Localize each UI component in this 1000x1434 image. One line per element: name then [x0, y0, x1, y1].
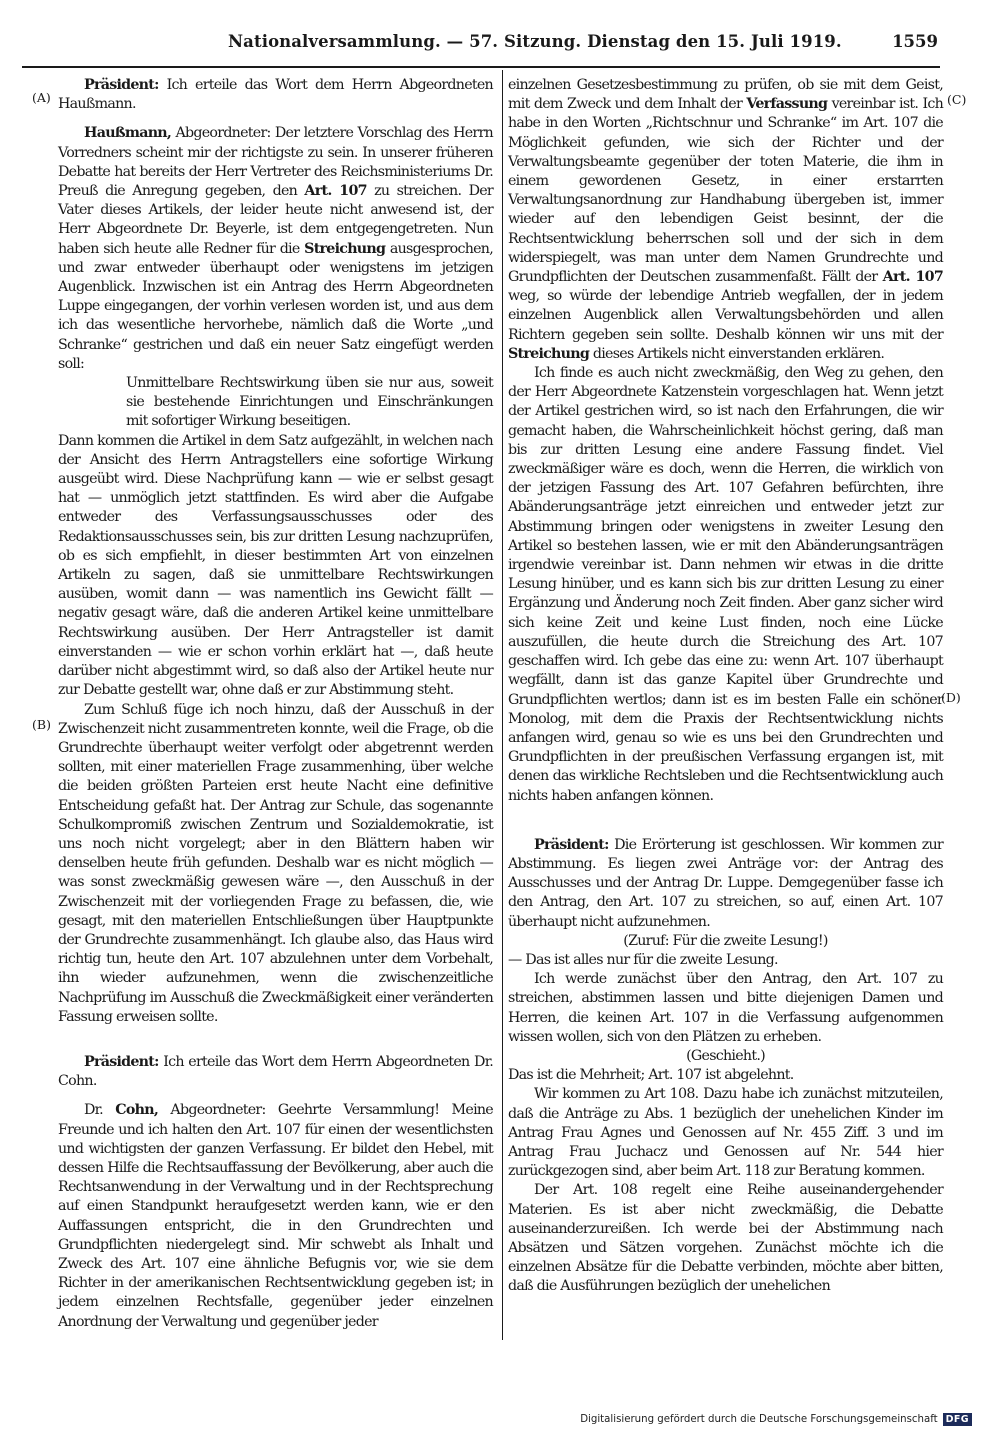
- page-number: 1559: [892, 32, 938, 51]
- article-reference: Art. 107: [304, 183, 367, 200]
- paragraph: Das ist die Mehrheit; Art. 107 ist abgelehnt.: [508, 1067, 794, 1084]
- paragraph: Zum Schluß füge ich noch hinzu, daß der Ausschuß in der Zwischenzeit nicht zusammentreten konnte, weil die Frage, ob die Grundrechte überhaupt weiter verfolgt oder abgetrennt werden sollten, mit einer materiellen Frage zusammenhing, über welche die beiden größten Parteien erst heute Nacht eine definitive Entscheidung gefaßt hat. Der Antrag zur Schule, das sogenannte Schulkompromiß zwischen Zentrum und Sozialdemokratie, ist uns noch nicht vorgelegt; aber in den Blättern haben wir denselben heute früh gefunden. Deshalb war es nicht möglich — was sonst zweckmäßig gewesen wäre —, den Ausschuß in der Zwischenzeit mit der vorliegenden Frage zu befassen, die, wie gesagt, mit den materiellen Entschließungen über Hauptpunkte der Grundrechte zusammenhängt. Ich glaube also, das Haus wird richtig tun, heute den Art. 107 abzulehnen unter dem Vorbehalt, ihn wieder aufzunehmen, wenn die zwischenzeitliche Nachprüfung im Ausschuß die Zweckmäßigkeit einer veränderten Fassung erweisen sollte.: [58, 701, 493, 1025]
- paragraph: Präsident: Ich erteile das Wort dem Herrn Abgeordneten Dr. Cohn.: [58, 1053, 493, 1090]
- right-column: [508, 76, 943, 1297]
- speaker-name: Cohn,: [115, 1102, 159, 1119]
- header-title: Nationalversammlung. — 57. Sitzung. Dienstag den 15. Juli 1919.: [228, 32, 842, 51]
- emphasis: Streichung: [508, 345, 590, 362]
- speaker-name: Haußmann,: [84, 125, 172, 142]
- paragraph: Wir kommen zu Art 108. Dazu habe ich zunächst mitzuteilen, daß die Anträge zu Abs. 1 bezüglich der unehelichen Kinder im Antrag Frau Agnes und Genossen auf Nr. 455 Ziff. 3 und im Antrag Frau Juchacz und Genossen auf Nr. 544 hier zurückgezogen sind, aber beim Art. 118 zur Beratung kommen.: [508, 1086, 943, 1180]
- paragraph: Dann kommen die Artikel in dem Satz aufgezählt, in welchen nach der Ansicht des Herrn Antragstellers eine sofortige Wirkung ausgeübt wird. Diese Nachprüfung kann — wie er selbst gesagt hat — unmöglich jetzt stattfinden. Es wird aber die Aufgabe entweder des Verfassungsausschusses oder des Redaktionsausschusses sein, bis zur dritten Lesung nachzuprüfen, ob es sich empfiehlt, in dieser bestimmten Art von einzelnen Artikeln zu sagen, daß sie unmittelbare Rechtswirkungen ausüben, womit dann — was namentlich ins Gewicht fällt — negativ gesagt wäre, daß die anderen Artikel keine unmittelbare Rechtswirkung ausüben. Der Herr Antragsteller ist damit einverstanden — wie er schon vorhin erklärt hat —, daß heute darüber nicht abgestimmt wird, so daß also der Artikel heute nur zur Debatte gestellt war, ohne daß er zur Abstimmung steht.: [58, 432, 493, 699]
- speaker-name: Präsident:: [84, 1053, 159, 1070]
- margin-marker-b: (B): [32, 717, 51, 732]
- footer-credit: [580, 1413, 972, 1426]
- paragraph: Haußmann, Abgeordneter: Der letztere Vorschlag des Herrn Vorredners scheint mir der richtigste zu sein. In unserer früheren Debatte hat bereits der Herr Vertreter des Reichsministeriums Dr. Preuß die Anregung gegeben, den Art. 107 zu streichen. Der Vater dieses Artikels, der leider heute nicht anwesend ist, der Herr Abgeordnete Dr. Beyerle, ist dem entgegengetreten. Nun haben sich heute alle Redner für die Streichung ausgesprochen, und zwar entweder überhaupt oder wenigstens im jetzigen Augenblick. Inzwischen ist ein Antrag des Herrn Abgeordneten Luppe eingegangen, der vorhin verlesen worden ist, und aus dem ich das wesentliche hervorhebe, nämlich daß die Worte „und Schranke“ gestrichen und daß ein neuer Satz eingefügt werden soll:: [58, 125, 494, 372]
- paragraph: Präsident: Ich erteile das Wort dem Herrn Abgeordneten Haußmann.: [58, 77, 493, 113]
- margin-marker-a: (A): [32, 90, 51, 105]
- speaker-name: Präsident:: [84, 77, 159, 93]
- paragraph: Präsident: Die Erörterung ist geschlossen. Wir kommen zur Abstimmung. Es liegen zwei Anträge vor: der Antrag des Ausschusses und der Antrag Dr. Luppe. Demgegenüber fasse ich den Antrag, den Art. 107 zu streichen, so auf, einen Art. 107 überhaupt nicht aufzunehmen.: [508, 836, 943, 930]
- header-rule: [22, 66, 940, 68]
- paragraph: Der Art. 108 regelt eine Reihe auseinandergehender Materien. Es ist aber nicht zweckmäßig, die Debatte auseinanderzureißen. Ich werde bei der Abstimmung nach Absätzen und Sätzen vorgehen. Zunächst möchte ich die einzelnen Absätze für die Debatte verbinden, möchte aber bitten, daß die Ausführungen bezüglich der unehelichen: [508, 1182, 943, 1295]
- paragraph: Dr. Cohn, Abgeordneter: Geehrte Versammlung! Meine Freunde und ich halten den Art. 107 für einen der wesentlichsten und wichtigsten der ganzen Verfassung. Er bildet den Hebel, mit dessen Hilfe die Rechtsauffassung der Bevölkerung, aber auch die Rechtsanwendung in der Verwaltung und in der Rechtsprechung auf einen Standpunkt heraufgesetzt werden kann, wie er den Auffassungen entspricht, die in den Grundrechten und Grundpflichten niedergelegt sind. Mir schwebt als Inhalt und Zweck des Art. 107 eine ähnliche Befugnis vor, wie sie dem Richter in der amerikanischen Rechtsentwicklung gegeben ist; in jedem einzelnen Rechtsfalle, gegenüber jeder einzelnen Anordnung der Verwaltung und gegenüber jeder: [58, 1102, 493, 1330]
- margin-marker-c: (C): [947, 92, 967, 107]
- interjection: (Zuruf: Für die zweite Lesung!): [623, 932, 828, 949]
- column-divider: [502, 70, 503, 1340]
- stage-direction: (Geschieht.): [686, 1047, 765, 1064]
- paragraph: Ich werde zunächst über den Antrag, den Art. 107 zu streichen, abstimmen lassen und bitte diejenigen Damen und Herren, die keinen Art. 107 in die Verfassung aufgenommen wissen wollen, sich von den Plätzen zu erheben.: [508, 971, 943, 1045]
- emphasis: Verfassung: [746, 96, 828, 113]
- article-reference: Art. 107: [882, 269, 943, 286]
- margin-marker-d: (D): [941, 690, 961, 705]
- paragraph: Ich finde es auch nicht zweckmäßig, den Weg zu gehen, den der Herr Abgeordnete Katzenstein vorgeschlagen hat. Wenn jetzt der Artikel gestrichen wird, so ist nach den Erfahrungen, die wir gemacht haben, die Wahrscheinlichkeit höchst gering, daß man bis zur dritten Lesung eine andere Fassung findet. Viel zweckmäßiger wäre es doch, wenn die Herren, die wirklich von der jetzigen Fassung des Art. 107 Gefahren befürchten, ihre Abänderungsanträge jetzt einreichen und entweder jetzt zur Abstimmung bringen oder wenigstens in zweiter Lesung den Artikel so bestehen lassen, wie er mit den Abänderungsanträgen irgendwie vereinbar ist. Dann nehmen wir etwas in die dritte Lesung hinüber, und es kann sich bis zur dritten Lesung zu einer Ergänzung und Änderung noch Zeit finden. Aber ganz sicher wird sich keine Zeit und keine Lust finden, noch eine Lücke auszufüllen, die heute durch die Streichung des Art. 107 geschaffen wird. Ich gebe das eine zu: wenn Art. 107 überhaupt wegfällt, dann ist das ganze Kapitel über Grundrechte und Grundpflichten wertlos; dann ist es im besten Falle ein schöner Monolog, mit dem die Praxis der Rechtsentwicklung nichts anfangen wird, genau so wie es uns bei den Grundrechten und Grundpflichten in der preußischen Verfassung ergangen ist, mit denen das wirkliche Rechtsleben und die Rechtsentwicklung auch nichts haben anfangen können.: [508, 365, 943, 804]
- quoted-proposal: Unmittelbare Rechtswirkung üben sie nur aus, soweit sie bestehende Einrichtungen und Einschränkungen mit sofortiger Wirkung beseitigen.: [126, 375, 493, 430]
- speaker-name: Präsident:: [534, 836, 609, 853]
- paragraph: — Das ist alles nur für die zweite Lesung.: [508, 951, 778, 968]
- emphasis: Streichung: [304, 240, 386, 257]
- left-column: [58, 76, 493, 1332]
- paragraph: einzelnen Gesetzesbestimmung zu prüfen, ob sie mit dem Geist, mit dem Zweck und dem Inhalt der Verfassung vereinbar ist. Ich habe in den Worten „Richtschnur und Schranke“ im Art. 107 die Möglichkeit gefunden, wie sich der Richter und der Verwaltungsbeamte gegenüber der toten Materie, die ihm in einem gewordenen Gesetz, in einer erstarrten Verwaltungsanordnung zur Handhabung übergeben ist, immer wieder auf den lebendigen Geist besinnt, der die Rechtsentwicklung beherrschen soll und der sich in dem widerspiegelt, was man unter dem Namen Grundrechte und Grundpflichten der Deutschen zusammenfaßt. Fällt der Art. 107 weg, so würde der lebendige Antrieb wegfallen, der in jedem einzelnen Augenblick allen Verwaltungsbehörden und allen Richtern gegeben sein sollte. Deshalb können wir uns mit der Streichung dieses Artikels nicht einverstanden erklären.: [508, 77, 943, 362]
- footer-text: Digitalisierung gefördert durch die Deutsche Forschungsgemeinschaft: [580, 1414, 938, 1425]
- page-header: [228, 32, 938, 56]
- dfg-logo: DFG: [943, 1413, 972, 1426]
